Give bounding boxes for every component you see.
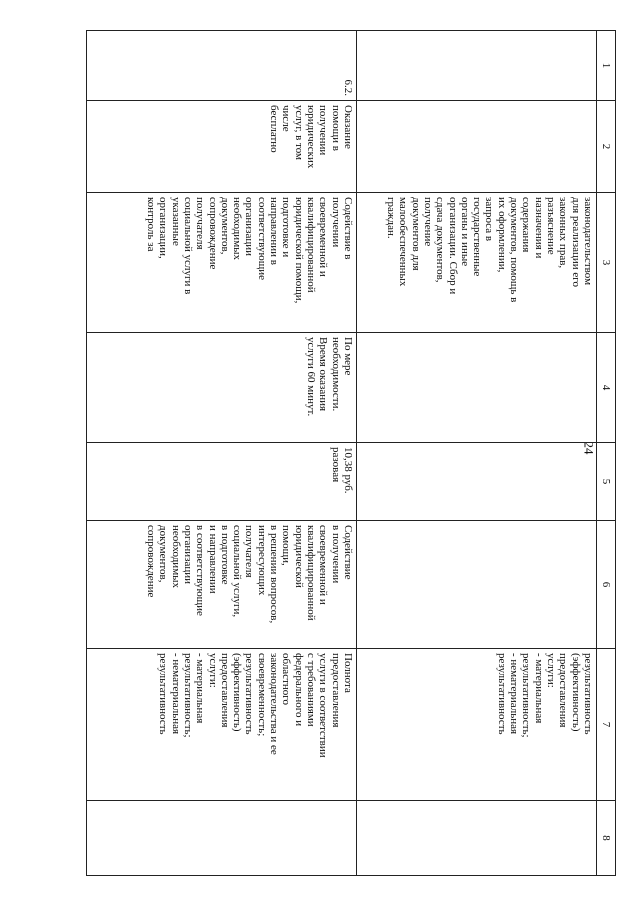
table-cell — [357, 101, 597, 193]
header-cell-3: 3 — [597, 193, 616, 333]
service-quality: Полнота предоставления услуги в соответствии с требованиями федерального и областного законодательства и ее своевременность; результативность (эффективность) предоставления услуги: - материальная результативность; - нематериальная результативность — [87, 649, 357, 801]
header-cell-1: 1 — [597, 31, 616, 101]
table-cell — [357, 333, 597, 443]
table-cell — [357, 443, 597, 521]
table-cell — [357, 521, 597, 649]
table-row-6-2 — [87, 31, 357, 876]
header-cell-7: 7 — [597, 649, 616, 801]
header-cell-4: 4 — [597, 333, 616, 443]
page-number: 24 — [581, 441, 597, 455]
table-cell — [357, 801, 597, 876]
service-conditions: Содействие в получении своевременной и квалифицированной юридической помощи, в решении вопросов, интересующих получателя социальной услуги, в подготовке и направлении в соответствующие организации необходимых документов, сопровождение — [87, 521, 357, 649]
service-notes — [87, 801, 357, 876]
header-cell-6: 6 — [597, 521, 616, 649]
services-table — [86, 30, 616, 876]
header-cell-5: 5 — [597, 443, 616, 521]
row-number: 6.2. — [87, 31, 357, 101]
rotated-table-wrapper — [86, 30, 616, 875]
service-frequency: По мере необходимости. Время оказания услуги 60 минут. — [87, 333, 357, 443]
service-description: Содействие в получении своевременной и квалифицированной юридической помощи, подготовке и направлении в соответствующие организации необходимых документов, сопровождение получателя социальной услуги в указанные организации, контроль за — [87, 193, 357, 333]
table-cell: результативность (эффективность) предоставления услуги: - материальная результативность; - нематериальная результативность — [357, 649, 597, 801]
table-cell — [357, 31, 597, 101]
service-name: Оказание помощи в получении юридических услуг, в том числе бесплатно — [87, 101, 357, 193]
service-price: 10,38 руб. разовая — [87, 443, 357, 521]
header-cell-2: 2 — [597, 101, 616, 193]
table-cell: законодательством для реализации его законных прав, разъяснение назначения и содержания документов, помощь в их оформлении, запроса в государственные органы и иные организации. Сбор и сдача документов, получение документов для малообеспеченных граждан. — [357, 193, 597, 333]
header-cell-8: 8 — [597, 801, 616, 876]
table-row-continuation — [357, 31, 597, 876]
header-row — [597, 31, 616, 876]
